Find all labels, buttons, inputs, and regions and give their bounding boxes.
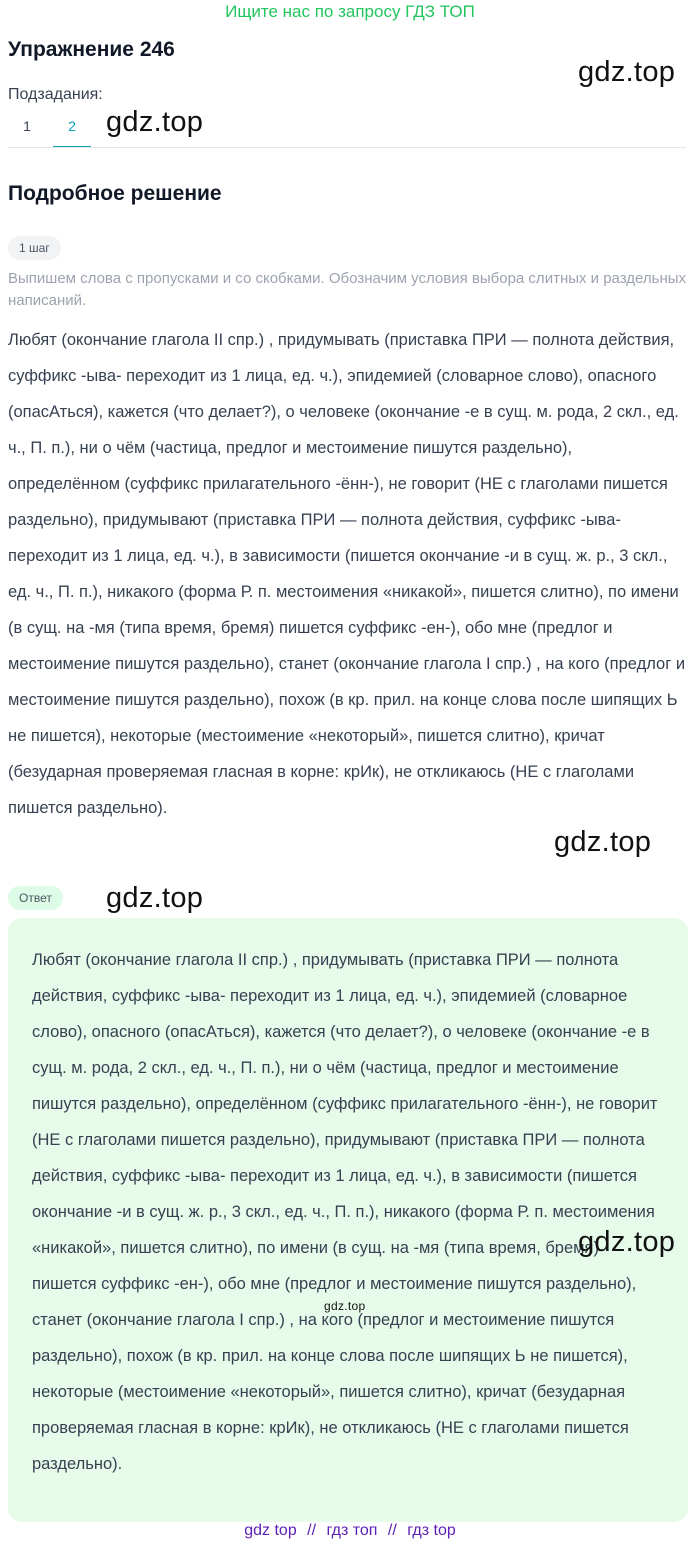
- footer-link-gdz-top-mixed[interactable]: гдз top: [407, 1522, 456, 1539]
- subtasks-label: Подзадания:: [8, 86, 103, 103]
- subtask-tab-1[interactable]: 1: [23, 118, 31, 134]
- step-hint: Выпишем слова с пропусками и со скобками. Обозначим условия выбора слитных и раздельных написаний.: [8, 270, 687, 309]
- answer-box: [8, 918, 688, 1522]
- answer-text: Любят (окончание глагола II спр.) , придумывать (приставка ПРИ — полнота действия, суффикс -ыва- переходит из 1 лица, ед. ч.), эпидемией (словарное слово), опасного (опасАться), кажется (что делает?), о человеке (окончание -е в сущ. м. рода, 2 скл., ед. ч., П. п.), ни о чём (частица, предлог и местоимение пишутся раздельно), определённом (суффикс прилагательного -ённ-), не говорит (НЕ с глаголами пишется раздельно), придумывают (приставка ПРИ — полнота действия, суффикс -ыва- переходит из 1 лица, ед. ч.), в зависимости (пишется окончание -и в сущ. ж. р., 3 скл., ед. ч., П. п.), никакого (форма Р. п. местоимения «никакой», пишется слитно), по имени (в сущ. на -мя (типа время, бремя) пишется суффикс -ен-), обо мне (предлог и местоимение пишутся раздельно), станет (окончание глагола I спр.) , на кого (предлог и местоимение пишутся раздельно), похож (в кр. прил. на конце слова после шипящих Ь не пишется), некоторые (местоимение «некоторый», пишется слитно), кричат (безударная проверяемая гласная в корне: крИк), не откликаюсь (НЕ с глаголами пишется раздельно).: [32, 951, 658, 1473]
- section-title: Подробное решение: [8, 182, 222, 205]
- watermark: gdz.top: [106, 106, 204, 138]
- solution-text: Любят (окончание глагола II спр.) , придумывать (приставка ПРИ — полнота действия, суффикс -ыва- переходит из 1 лица, ед. ч.), эпидемией (словарное слово), опасного (опасАться), кажется (что делает?), о человеке (окончание -е в сущ. м. рода, 2 скл., ед. ч., П. п.), ни о чём (частица, предлог и местоимение пишутся раздельно), определённом (суффикс прилагательного -ённ-), не говорит (НЕ с глаголами пишется раздельно), придумывают (приставка ПРИ — полнота действия, суффикс -ыва- переходит из 1 лица, ед. ч.), в зависимости (пишется окончание -и в сущ. ж. р., 3 скл., ед. ч., П. п.), никакого (форма Р. п. местоимения «никакой», пишется слитно), по имени (в сущ. на -мя (типа время, бремя) пишется суффикс -ен-), обо мне (предлог и местоимение пишутся раздельно), станет (окончание глагола I спр.) , на кого (предлог и местоимение пишутся раздельно), похож (в кр. прил. на конце слова после шипящих Ь не пишется), некоторые (местоимение «некоторый», пишется слитно), кричат (безударная проверяемая гласная в корне: крИк), не откликаюсь (НЕ с глаголами пишется раздельно).: [8, 331, 686, 817]
- watermark: gdz.top: [578, 1226, 676, 1258]
- answer-badge: Ответ: [8, 886, 63, 910]
- watermark: gdz.top: [106, 882, 204, 914]
- subtask-tab-2[interactable]: 2: [53, 110, 91, 148]
- footer-link-gdz-top[interactable]: gdz top: [244, 1522, 297, 1539]
- watermark: gdz.top: [578, 56, 676, 88]
- footer-link-gdz-top-ru[interactable]: гдз топ: [326, 1522, 378, 1539]
- watermark: gdz.top: [554, 826, 652, 858]
- search-banner: Ищите нас по запросу ГДЗ ТОП: [225, 2, 475, 21]
- footer-links: [0, 1522, 700, 1540]
- footer-separator: //: [387, 1522, 397, 1539]
- exercise-title: Упражнение 246: [8, 38, 175, 61]
- footer-separator: //: [307, 1522, 317, 1539]
- step-badge: 1 шаг: [8, 236, 61, 260]
- divider: [8, 147, 686, 148]
- watermark-small: gdz.top: [324, 1299, 366, 1313]
